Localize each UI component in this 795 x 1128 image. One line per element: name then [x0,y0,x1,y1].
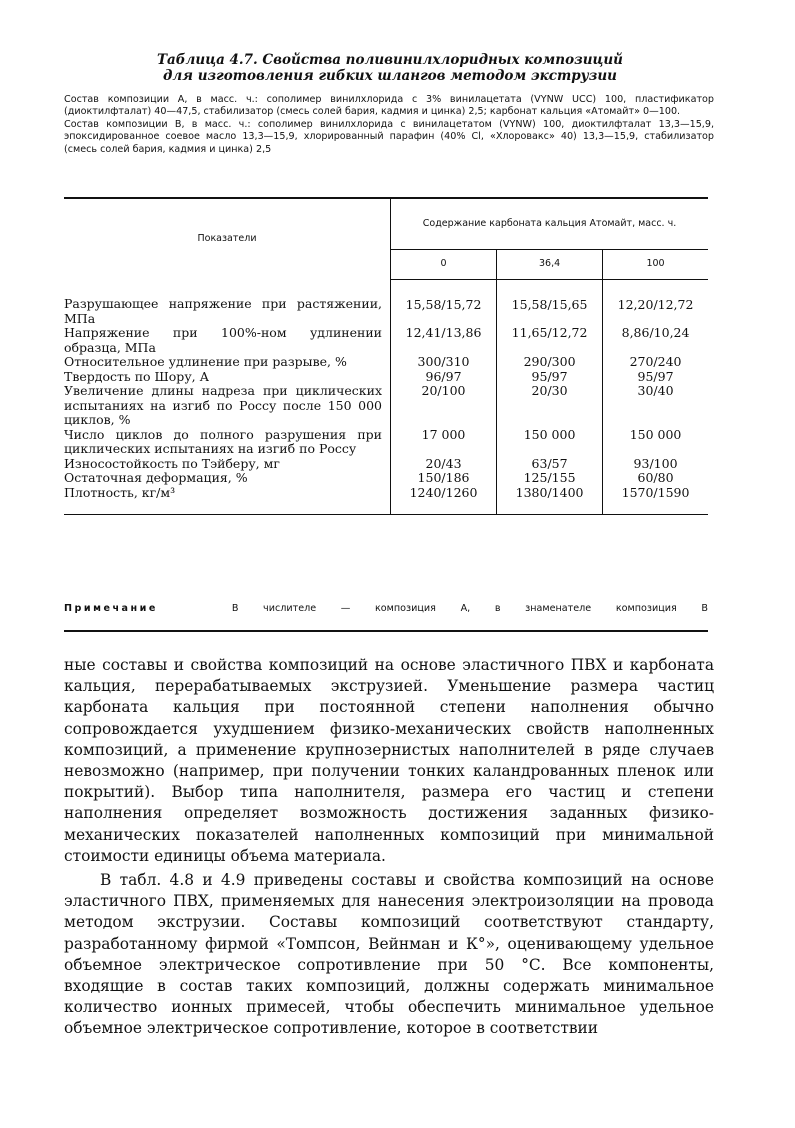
row-value: 96/97 [425,368,462,384]
row-value: 15,58/15,72 [405,296,482,312]
row-value: 95/97 [497,370,603,385]
table-row [64,355,708,370]
body-paragraph-2: В табл. 4.8 и 4.9 приведены составы и свойства композиций на основе эластичного ПВХ, применяемых для нанесения электроизоляции на провода методом экструзии. Составы композиций соответствуют стандарту, разработанному фирмой «Томпсон, Вейнман и К°», оценивающему удельное объемное электрическое сопротивление при 50 °С. Все компоненты, входящие в состав таких композиций, должны содержать минимальное количество ионных примесей, чтобы обеспечить минимальное удельное объемное электрическое сопротивление, которое в соответствии [64,871,714,1038]
row-param: Плотность, кг/м³ [64,486,391,515]
row-param: Напряжение при 100%-ном удлинении образца, МПа [64,326,391,355]
table-caption-line-2: для изготовления гибких шлангов методом экструзии [163,68,617,84]
table-row [64,279,708,326]
row-param: Твердость по Шору, А [64,370,391,385]
row-value: 300/310 [417,354,470,369]
row-value: 270/240 [629,354,682,369]
row-value: 150/186 [417,470,470,485]
table-row [64,457,708,472]
table-row [64,428,708,457]
table-footnote [64,603,708,614]
row-value: 1380/1400 [497,486,603,515]
row-value: 93/100 [633,455,678,471]
row-value: 20/100 [421,383,466,398]
table-caption-line-1: Таблица 4.7. Свойства поливинилхлоридных композиций [156,52,623,68]
filler-content-header: Содержание карбоната кальция Атомайт, масс. ч. [391,199,709,250]
footnote-rule [64,630,708,632]
row-value: 63/57 [497,457,603,472]
row-value: 290/300 [497,355,603,370]
row-value: 1570/1590 [603,486,708,515]
row-value: 12,20/12,72 [617,296,694,312]
row-value: 15,58/15,65 [497,279,603,326]
param-column-header: Показатели [64,199,391,279]
row-value: 17 000 [421,426,466,442]
footnote-text: В числителе — композиция А, в знаменателе композиция В [231,603,708,614]
table-row [64,471,708,486]
composition-a-text: Состав композиции А, в масс. ч.: сополимер винилхлорида с 3% винилацетата (VYNW UCC) 100, пластификатор (диоктилфталат) 40—47,5, стабилизатор (смесь солей бария, кадмия и цинка) 2,5; карбонат кальция «Атомайт» 0—100. [64,94,714,118]
column-header-100: 100 [603,250,708,279]
column-header-36: 36,4 [497,250,603,279]
body-text [64,655,714,1040]
composition-notes [64,94,714,156]
table-row [64,370,708,385]
row-value: 125/155 [497,471,603,486]
row-value: 12,41/13,86 [405,325,482,340]
row-value: 30/40 [637,383,674,398]
row-param: Число циклов до полного разрушения при циклических испытаниях на изгиб по Россу [64,428,391,457]
row-value: 8,86/10,24 [621,325,690,340]
properties-table [64,199,708,515]
footnote-label: Примечание [64,603,158,614]
row-value: 11,65/12,72 [497,326,603,355]
row-value: 1240/1260 [391,486,497,515]
row-value: 95/97 [637,368,674,384]
row-value: 150 000 [629,426,682,442]
row-value: 60/80 [637,470,674,485]
body-paragraph-1: ные составы и свойства композиций на основе эластичного ПВХ и карбоната кальция, перерабатываемых экструзией. Уменьшение размера частиц карбоната кальция при постоянной степени наполнения обычно сопровождается ухудшением физико-механических свойств наполненных композиций, а применение крупнозернистых наполнителей в ряде случаев невозможно (например, при получении тонких каландрованных пленок или покрытий). Выбор типа наполнителя, размера его частиц и степени наполнения определяет возможность достижения заданных физико-механических показателей наполненных композиций при минимальной стоимости единицы объема материала. [64,656,714,865]
row-value: 150 000 [497,428,603,457]
row-param: Разрушающее напряжение при растяжении, МПа [64,279,391,326]
row-param: Износостойкость по Тэйберу, мг [64,457,391,472]
table-row [64,486,708,515]
composition-b-text: Состав композиции В, в масс. ч.: сополимер винилхлорида с винилацетатом (VYNW) 100, диоктилфталат 13,3—15,9, эпоксидированное соевое масло 13,3—15,9, хлорированный парафин (40% Cl, «Хлоровакс» 40) 13,3—15,9, стабилизатор (смесь солей бария, кадмия и цинка) 2,5 [64,118,714,155]
row-param: Относительное удлинение при разрыве, % [64,355,391,370]
row-param: Остаточная деформация, % [64,471,391,486]
row-value: 20/43 [425,455,462,471]
column-header-0: 0 [391,250,497,279]
table-row [64,326,708,355]
table-caption [60,52,720,84]
row-value: 20/30 [497,384,603,428]
table-row [64,384,708,428]
row-param: Увеличение длины надреза при циклических испытаниях на изгиб по Россу после 150 000 циклов, % [64,384,391,428]
